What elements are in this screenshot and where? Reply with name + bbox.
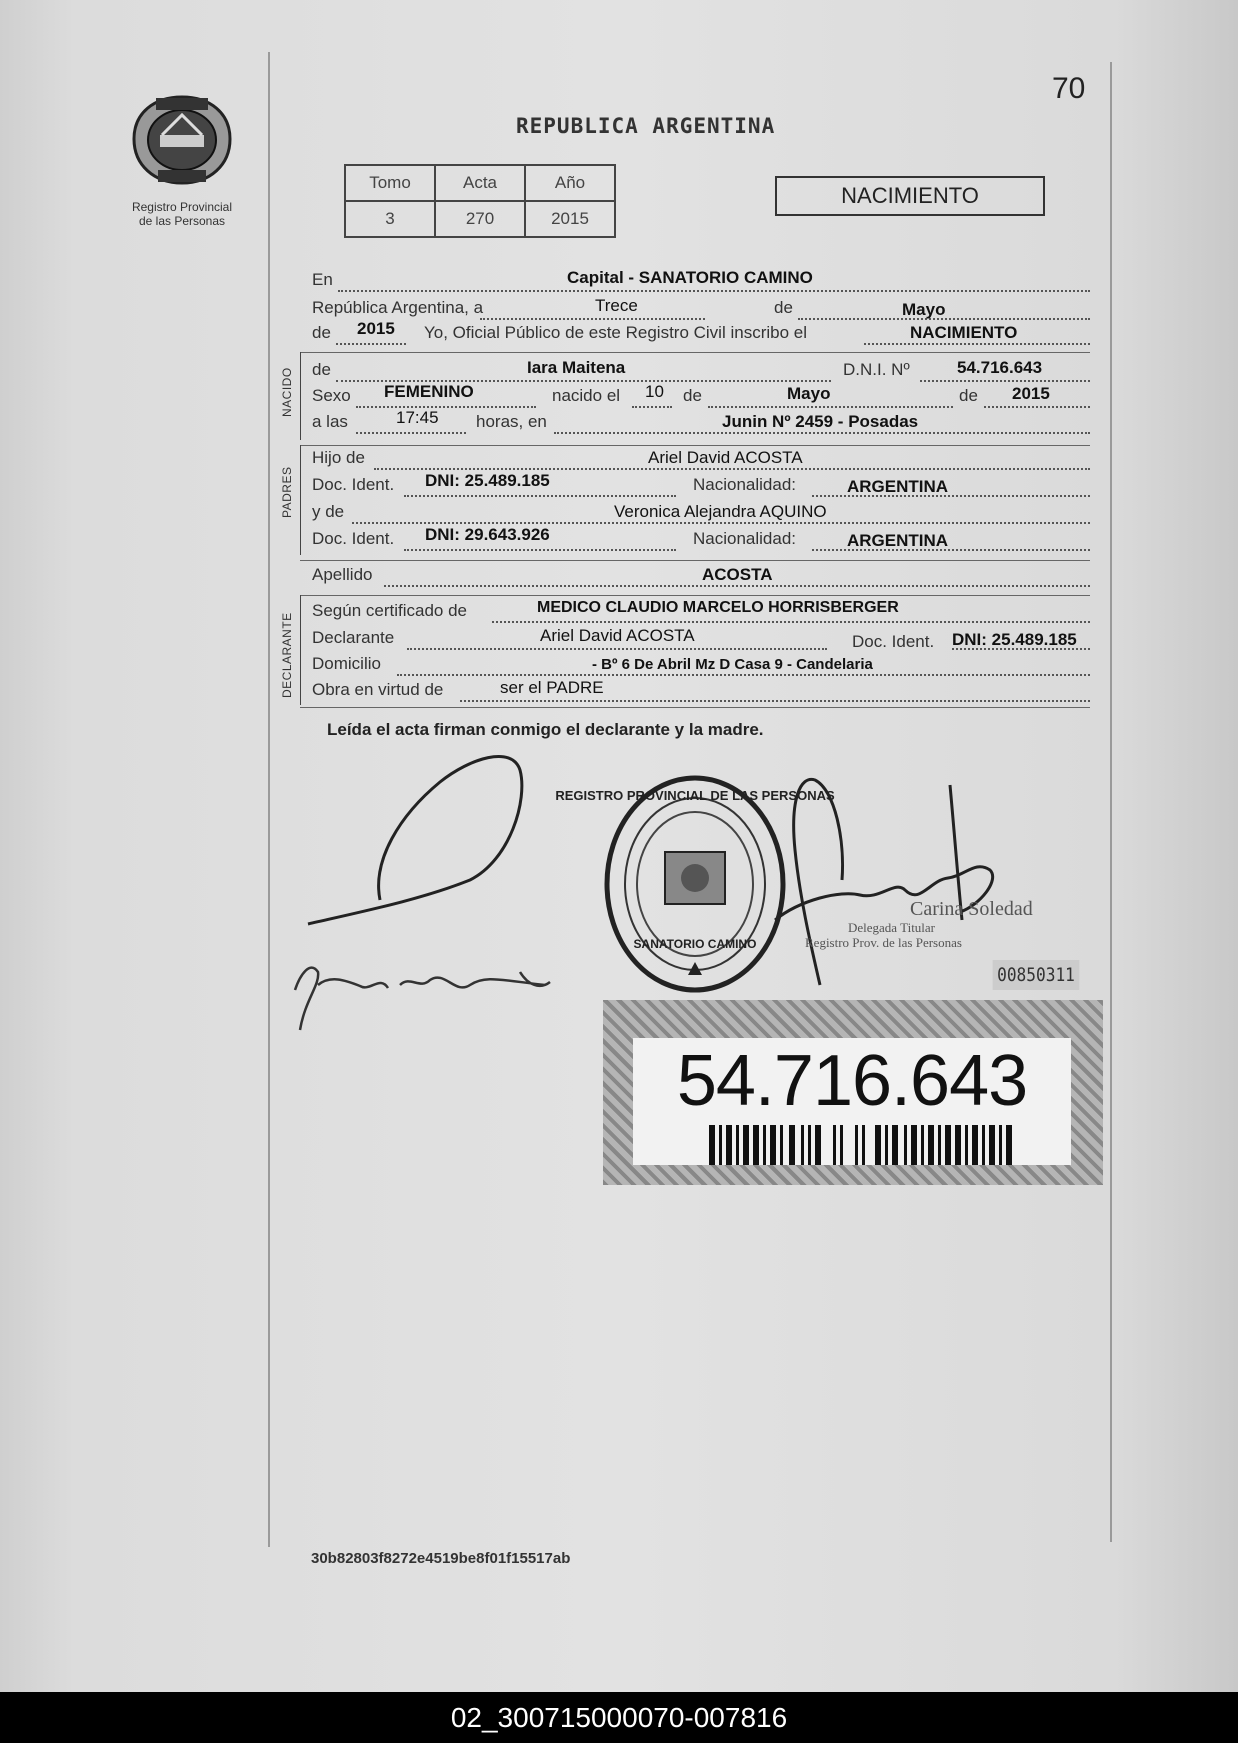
- place-value: Capital - SANATORIO CAMINO: [567, 268, 813, 287]
- nac2-label: Nacionalidad:: [693, 529, 797, 548]
- official-org: Registro Prov. de las Personas: [805, 935, 962, 950]
- obra-label: Obra en virtud de: [312, 680, 444, 699]
- nombre-label: de: [312, 360, 331, 379]
- decl-label: Declarante: [312, 628, 395, 647]
- certificate-value: MEDICO CLAUDIO MARCELO HORRISBERGER: [537, 599, 899, 616]
- republica-label: República Argentina, a: [312, 298, 484, 317]
- month-value: Mayo: [902, 300, 946, 319]
- nacido-el-label: nacido el: [552, 386, 621, 405]
- declarant-doc-value: DNI: 25.489.185: [952, 630, 1077, 649]
- father-name-value: Ariel David ACOSTA: [648, 448, 803, 467]
- en-label: En: [312, 270, 333, 289]
- logo-caption-line2: de las Personas: [138, 214, 226, 228]
- nac-de2-label: de: [959, 386, 978, 405]
- birth-place-value: Junin Nº 2459 - Posadas: [722, 412, 919, 431]
- registry-header-acta: Acta: [435, 165, 525, 201]
- nac-de-label: de: [683, 386, 702, 405]
- obra-value: ser el PADRE: [500, 678, 604, 697]
- sexo-value: FEMENINO: [384, 382, 474, 401]
- stamp-outer-text: REGISTRO PROVINCIAL DE LAS PERSONAS: [555, 788, 835, 803]
- serial-number: 00850311: [993, 960, 1080, 990]
- birth-day-value: 10: [645, 382, 664, 401]
- doc2-label: Doc. Ident.: [312, 529, 395, 548]
- horas-en-label: horas, en: [476, 412, 547, 431]
- barcode-icon: [709, 1125, 1015, 1165]
- mother-doc-value: DNI: 29.643.926: [425, 525, 550, 544]
- mother-signature: [295, 968, 550, 1030]
- nac1-label: Nacionalidad:: [693, 475, 797, 494]
- official-name: Carina Soledad: [910, 898, 1033, 920]
- father-doc-value: DNI: 25.489.185: [425, 471, 550, 490]
- apellido-label: Apellido: [312, 565, 373, 584]
- sticker-label: [633, 1038, 1071, 1165]
- declarante-side-label: DECLARANTE: [280, 612, 294, 698]
- dni-value: 54.716.643: [957, 358, 1043, 377]
- padres-side-label: PADRES: [280, 466, 294, 518]
- child-name-value: Iara Maitena: [527, 358, 626, 377]
- father-nationality-value: ARGENTINA: [847, 477, 949, 496]
- hijo-label: Hijo de: [312, 448, 365, 467]
- birth-time-value: 17:45: [396, 408, 439, 427]
- decl-doc-label: Doc. Ident.: [852, 632, 935, 651]
- official-signature: [775, 779, 993, 985]
- closing-statement: Leída el acta firman conmigo el declarante y la madre.: [327, 720, 764, 739]
- yde-label: y de: [312, 502, 345, 521]
- registry-value-acta: 270: [435, 201, 525, 237]
- declarant-signature: [308, 756, 522, 924]
- oficial-text: Yo, Oficial Público de este Registro Civil inscribo el: [424, 323, 807, 342]
- document-hash: 30b82803f8272e4519be8f01f15517ab: [311, 1550, 571, 1567]
- dni-sticker: [603, 1000, 1103, 1185]
- nacido-side-label: NACIDO: [280, 367, 294, 417]
- day-value: Trece: [595, 296, 638, 315]
- doc1-label: Doc. Ident.: [312, 475, 395, 494]
- cert-label: Según certificado de: [312, 601, 467, 620]
- birth-month-value: Mayo: [787, 384, 831, 403]
- sexo-label: Sexo: [312, 386, 351, 405]
- mother-name-value: Veronica Alejandra AQUINO: [614, 502, 827, 521]
- mother-nationality-value: ARGENTINA: [847, 531, 949, 550]
- registry-value-anio: 2015: [525, 201, 615, 237]
- stamp-inner-text: SANATORIO CAMINO: [633, 937, 757, 951]
- document-title: REPUBLICA ARGENTINA: [516, 114, 776, 138]
- record-type-box: NACIMIENTO: [775, 176, 1045, 216]
- page-number: 70: [1052, 72, 1086, 105]
- registry-header-tomo: Tomo: [345, 165, 435, 201]
- dni-label: D.N.I. Nº: [843, 360, 910, 379]
- logo-caption-line1: Registro Provincial: [131, 200, 233, 214]
- address-value: - Bº 6 De Abril Mz D Casa 9 - Candelaria: [592, 656, 873, 673]
- registry-value-tomo: 3: [345, 201, 435, 237]
- inscribo-value: NACIMIENTO: [910, 323, 1018, 342]
- birth-year-value: 2015: [1012, 384, 1050, 403]
- surname-value: ACOSTA: [702, 565, 773, 584]
- registry-header-anio: Año: [525, 165, 615, 201]
- dom-label: Domicilio: [312, 654, 381, 673]
- year-value: 2015: [357, 319, 395, 338]
- official-role: Delegada Titular: [848, 920, 936, 935]
- alas-label: a las: [312, 412, 348, 431]
- de2-label: de: [312, 323, 331, 342]
- declarant-name-value: Ariel David ACOSTA: [540, 626, 695, 645]
- sticker-number: 54.716.643: [676, 1041, 1028, 1121]
- footer-id-bar: 02_300715000070-007816: [0, 1692, 1238, 1743]
- de-label: de: [774, 298, 793, 317]
